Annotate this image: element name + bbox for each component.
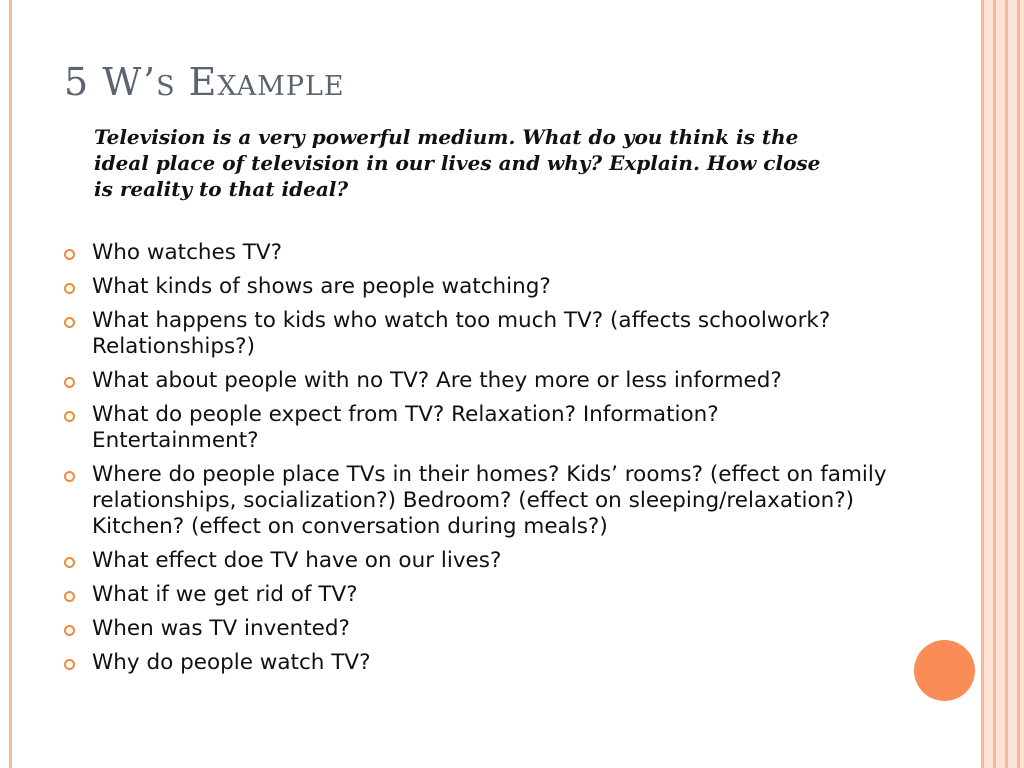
bullet-text: Where do people place TVs in their homes? Kids’ rooms? (effect on family relationships, socialization?) Bedroom? (effect on sleeping/relaxation?) Kitchen? (effect on conversation during meals?)	[92, 462, 887, 539]
bullet-text: What about people with no TV? Are they more or less informed?	[92, 368, 782, 393]
right-border-line	[981, 0, 984, 768]
slide-title: 5 W’s Example	[64, 60, 345, 104]
bullet-item	[60, 582, 890, 608]
bullet-text: What effect doe TV have on our lives?	[92, 548, 502, 573]
right-border-line	[993, 0, 996, 768]
bullet-circle-icon	[64, 283, 75, 294]
bullet-item	[60, 616, 890, 642]
right-border-line	[1017, 0, 1020, 768]
bullet-text: Why do people watch TV?	[92, 650, 371, 675]
bullet-text: What happens to kids who watch too much TV? (affects schoolwork? Relationships?)	[92, 308, 831, 359]
bullet-text: Who watches TV?	[92, 240, 283, 265]
bullet-item	[60, 308, 890, 360]
bullet-text: What if we get rid of TV?	[92, 582, 358, 607]
bullet-item	[60, 548, 890, 574]
bullet-circle-icon	[64, 377, 75, 388]
decorative-circle	[914, 640, 975, 701]
left-border-line	[9, 0, 12, 768]
right-border-line	[1005, 0, 1008, 768]
bullet-item	[60, 402, 890, 454]
bullet-text: When was TV invented?	[92, 616, 350, 641]
bullet-text: What do people expect from TV? Relaxation? Information? Entertainment?	[92, 402, 719, 453]
bullet-list	[60, 240, 890, 684]
bullet-item	[60, 240, 890, 266]
bullet-circle-icon	[64, 471, 75, 482]
bullet-circle-icon	[64, 317, 75, 328]
bullet-item	[60, 650, 890, 676]
bullet-item	[60, 462, 890, 540]
prompt-text: Television is a very powerful medium. What do you think is the ideal place of television in our lives and why? Explain. How close is reality to that ideal?	[94, 125, 821, 201]
bullet-circle-icon	[64, 249, 75, 260]
bullet-circle-icon	[64, 411, 75, 422]
bullet-item	[60, 368, 890, 394]
bullet-circle-icon	[64, 591, 75, 602]
bullet-circle-icon	[64, 625, 75, 636]
bullet-item	[60, 274, 890, 300]
bullet-text: What kinds of shows are people watching?	[92, 274, 551, 299]
bullet-circle-icon	[64, 557, 75, 568]
bullet-circle-icon	[64, 659, 75, 670]
